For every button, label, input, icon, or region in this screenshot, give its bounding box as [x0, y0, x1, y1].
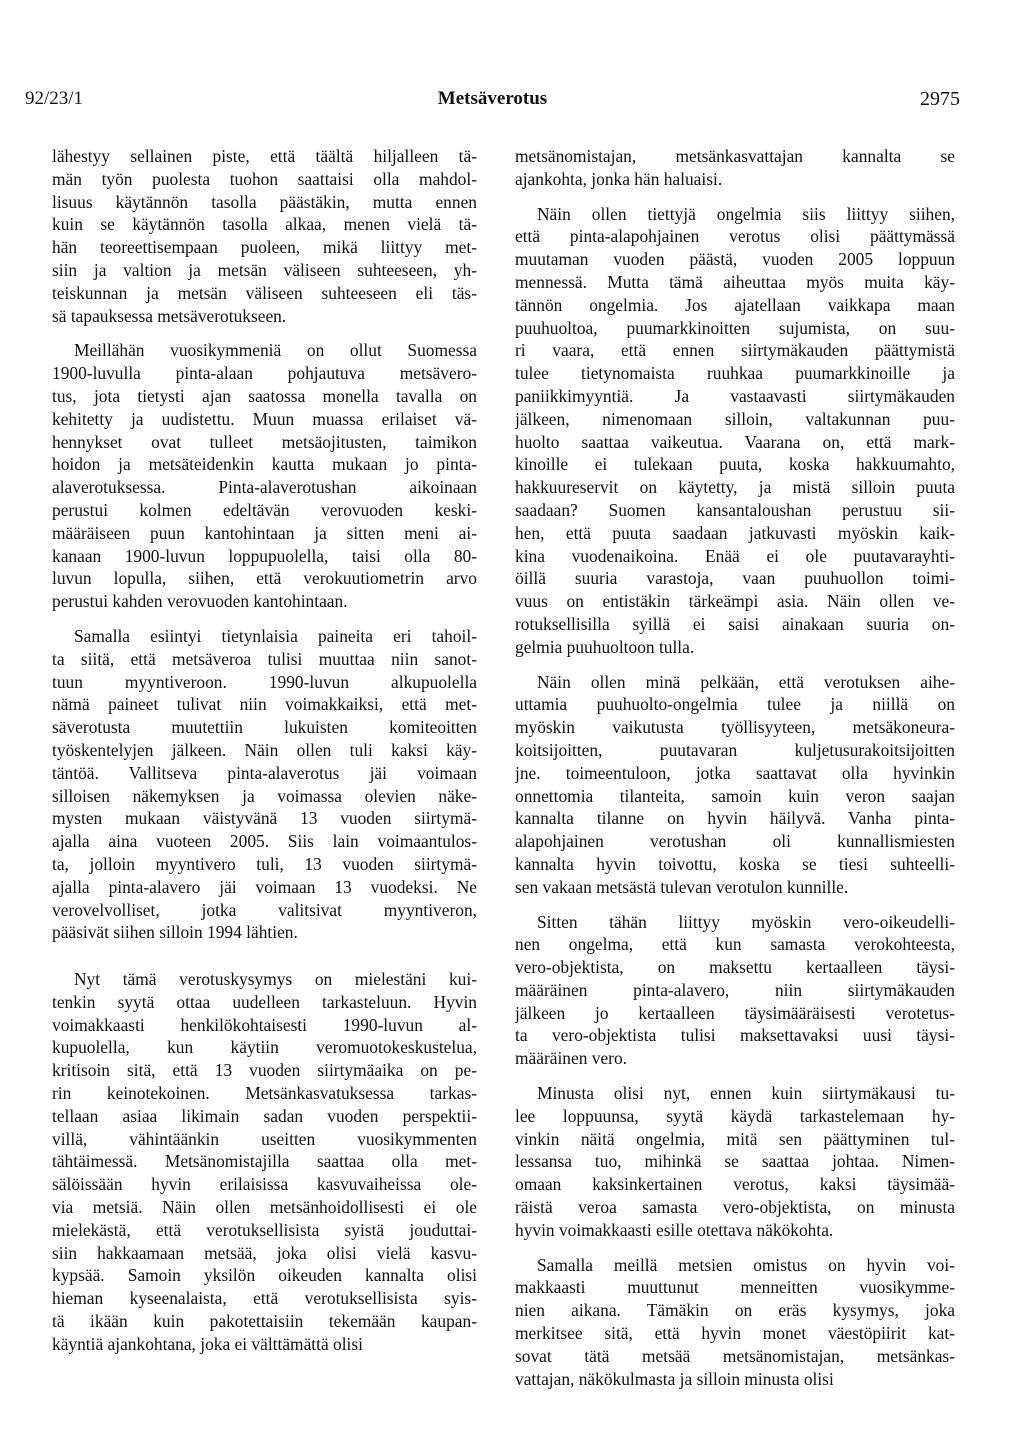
- running-title: Metsäverotus: [437, 88, 548, 109]
- text-line: kinoille ei tulekaan puuta, koska hakkuumahto,: [515, 454, 955, 475]
- text-line: sovat tätä metsää metsänomistajan, metsänkas-: [515, 1345, 955, 1366]
- text-line: hoidon ja metsäteidenkin kautta mukaan jo pinta-: [52, 454, 477, 475]
- page-header: [25, 88, 960, 116]
- left-column: [52, 145, 477, 1356]
- text-line: jälkeen, nimenomaan silloin, valtakunnan puu-: [515, 408, 955, 429]
- text-line: saadaan? Suomen kansantaloushan perustuu sii-: [515, 499, 955, 520]
- paragraph: [515, 1082, 955, 1242]
- text-line: tenkin syytä ottaa uudelleen tarkasteluun. Hyvin: [52, 991, 477, 1012]
- text-line: mielekästä, että verotuksellisista syistä jouduttai-: [52, 1219, 477, 1240]
- text-line: jne. toimeentuloon, jotka saattavat olla hyvinkin: [515, 762, 955, 783]
- text-line: sälöissään hyvin erilaisissa kasvuvaiheissa ole-: [52, 1174, 477, 1195]
- text-line: kritisoin sitä, että 13 vuoden siirtymäaika on pe-: [52, 1060, 477, 1081]
- text-line: omaan kaksinkertainen verotus, kaksi täysimää-: [515, 1174, 955, 1195]
- text-line: tännön ongelmia. Jos ajatellaan vaikkapa maan: [515, 294, 955, 315]
- text-line: mennessä. Mutta tämä aiheuttaa myös muita käy-: [515, 271, 955, 292]
- text-line: jälkeen jo kertaalleen täysimääräisesti verotetus-: [515, 1002, 955, 1023]
- paragraph: [515, 1254, 955, 1391]
- text-line: käyntiä ajankohtana, joka ei välttämättä olisi: [52, 1333, 363, 1354]
- text-line: säverotusta muutettiin lukuisten komiteoitten: [52, 717, 477, 738]
- text-line: muutaman vuoden päästä, vuoden 2005 loppuun: [515, 249, 955, 270]
- paragraph: [52, 339, 477, 613]
- text-line: Minusta olisi nyt, ennen kuin siirtymäkausi tu-: [537, 1083, 955, 1104]
- right-column: [515, 145, 955, 1390]
- paragraph: [515, 911, 955, 1071]
- text-line: tulee tietynomaista ruuhkaa puumarkkinoille ja: [515, 363, 955, 384]
- paragraph: [52, 968, 477, 1356]
- text-line: voimakkaasti henkilökohtaisesti 1990-luvun al-: [52, 1014, 477, 1035]
- text-line: onnettomia tilanteita, samoin kuin veron saajan: [515, 785, 955, 806]
- text-line: ajalla aina vuoteen 2005. Siis lain voimaantulos-: [52, 831, 477, 852]
- document-reference: 92/23/1: [25, 88, 84, 109]
- text-line: nien aikana. Tämäkin on eräs kysymys, joka: [515, 1300, 955, 1321]
- text-line: 1900-luvulla pinta-alaan pohjautuva metsävero-: [52, 363, 477, 384]
- text-line: että pinta-alapohjainen verotus olisi päättymässä: [515, 226, 955, 247]
- text-line: vero-objektista, on maksettu kertaalleen täysi-: [515, 957, 955, 978]
- text-line: kannalta tilanne on hyvin häilyvä. Vanha pinta-: [515, 808, 955, 829]
- paragraph: [52, 145, 477, 327]
- text-line: sä tapauksessa metsäverotukseen.: [52, 305, 287, 326]
- text-line: lessansa tuo, mihinkä se saattaa johtaa. Nimen-: [515, 1151, 955, 1172]
- text-line: täntöä. Vallitseva pinta-alaverotus jäi voimaan: [52, 762, 477, 783]
- text-line: lähestyy sellainen piste, että täältä hiljalleen tä-: [52, 146, 477, 166]
- text-line: silloisen näkemyksen ja voimassa olevien näke-: [52, 785, 477, 806]
- text-line: ajankohta, jonka hän haluaisi.: [515, 168, 723, 189]
- text-line: Meillähän vuosikymmeniä on ollut Suomessa: [74, 340, 477, 361]
- text-line: via metsiä. Näin ollen metsänhoidollisesti ei ole: [52, 1197, 477, 1218]
- text-line: gelmia puuhuoltoon tulla.: [515, 636, 695, 657]
- text-line: lee loppuunsa, syytä käydä tarkastelemaan hy-: [515, 1105, 955, 1126]
- text-line: tus, jota tietysti ajan saatossa monella tavalla on: [52, 385, 477, 406]
- text-line: teiskunnan ja metsän väliseen suhteeseen eli täs-: [52, 282, 477, 303]
- text-line: määräiseen puun kantohintaan ja sitten meni ai-: [52, 522, 477, 543]
- text-line: tä ikään kuin pakotettaisiin tekemään kaupan-: [52, 1311, 477, 1332]
- text-line: vuus on entistäkin tärkeämpi asia. Näin ollen ve-: [515, 591, 955, 612]
- text-line: öillä suuria varastoja, vaan puuhuollon toimi-: [515, 568, 955, 589]
- text-line: koitsijoitten, puutavaran kuljetusurakoitsijoitten: [515, 739, 955, 760]
- text-line: rin keinotekoinen. Metsänkasvatuksessa tarkas-: [52, 1083, 477, 1104]
- text-line: Näin ollen tiettyjä ongelmia siis liittyy siihen,: [537, 203, 955, 224]
- text-line: hakkuureservit on käytetty, ja mistä silloin puuta: [515, 477, 955, 498]
- text-line: nen ongelma, että kun samasta verokohteesta,: [515, 934, 955, 955]
- text-line: lisuus käytännön tasolla päästäkin, mutta ennen: [52, 191, 477, 212]
- text-line: alapohjainen verotushan oli kunnallismiesten: [515, 831, 955, 852]
- text-line: kina vuodenaikoina. Enää ei ole puutavarayhti-: [515, 545, 955, 566]
- text-line: työskentelyjen jälkeen. Näin ollen tuli kaksi käy-: [52, 739, 477, 760]
- text-line: siin ja valtion ja metsän väliseen suhteeseen, yh-: [52, 259, 477, 280]
- paragraph: [515, 145, 955, 191]
- text-line: perustui kolmen edeltävän verovuoden keski-: [52, 499, 477, 520]
- text-line: merkitsee sitä, että hyvin monet väestöpiirit kat-: [515, 1323, 955, 1344]
- text-line: paniikkimyyntiä. Ja vastaavasti siirtymäkauden: [515, 385, 955, 406]
- text-line: ri vaara, että ennen siirtymäkauden päättymistä: [515, 340, 955, 361]
- text-line: Samalla meillä metsien omistus on hyvin voi-: [537, 1254, 955, 1275]
- text-line: kypsää. Samoin yksilön oikeuden kannalta olisi: [52, 1265, 477, 1286]
- text-line: pääsivät siihen silloin 1994 lähtien.: [52, 922, 298, 943]
- text-line: Sitten tähän liittyy myöskin vero-oikeudelli-: [537, 911, 955, 932]
- text-line: mysten mukaan väistyvänä 13 vuoden siirtymä-: [52, 808, 477, 829]
- text-line: hieman kyseenalaista, että verotuksellisista syis-: [52, 1288, 477, 1309]
- text-line: tellaan asiaa likimain sadan vuoden perspektii-: [52, 1105, 477, 1126]
- text-line: verovelvolliset, jotka valitsivat myyntiveron,: [52, 899, 477, 920]
- text-line: myöskin vaikutusta työllisyyteen, metsäkoneura-: [515, 717, 955, 738]
- text-line: vinkin näitä ongelmia, mitä sen päättyminen tul-: [515, 1128, 955, 1149]
- paragraph: [515, 203, 955, 659]
- text-line: hyvin voimakkaasti esille otettava näkökohta.: [515, 1219, 834, 1240]
- text-line: tuun myyntiveroon. 1990-luvun alkupuolella: [52, 671, 477, 692]
- text-line: ta vero-objektista tulisi maksettavaksi uusi täysi-: [515, 1025, 955, 1046]
- text-line: villä, vähintäänkin useitten vuosikymmenten: [52, 1128, 477, 1149]
- text-line: kupuolella, kun käytiin veromuotokeskustelua,: [52, 1037, 477, 1058]
- text-line: metsänomistajan, metsänkasvattajan kannalta se: [515, 146, 955, 166]
- text-line: kannalta hyvin toivottu, koska se tiesi suhteelli-: [515, 853, 955, 874]
- text-line: ta, jolloin myyntivero tuli, 13 vuoden siirtymä-: [52, 853, 477, 874]
- text-line: kanaan 1900-luvun loppupuolella, taisi olla 80-: [52, 545, 477, 566]
- text-line: alaverotuksessa. Pinta-alaverotushan aikoinaan: [52, 477, 477, 498]
- text-line: hennykset ovat tulleet metsäojitusten, taimikon: [52, 431, 477, 452]
- text-line: huolto saattaa vaikeutua. Vaarana on, että mark-: [515, 431, 955, 452]
- text-line: män työn puolesta tuohon saattaisi olla mahdol-: [52, 168, 477, 189]
- text-line: sen vakaan metsästä tulevan verotulon kunnille.: [515, 876, 849, 897]
- text-line: siin hakkaamaan metsää, joka olisi vielä kasvu-: [52, 1242, 477, 1263]
- text-line: tähtäimessä. Metsänomistajilla saattaa olla met-: [52, 1151, 477, 1172]
- text-line: rotuksellisilla syillä ei saisi ainakaan suuria on-: [515, 613, 955, 634]
- text-line: vattajan, näkökulmasta ja silloin minusta olisi: [515, 1368, 834, 1389]
- page-number: 2975: [920, 88, 960, 110]
- text-line: kehitetty ja uudistettu. Muun muassa erilaiset vä-: [52, 408, 477, 429]
- text-line: hen, että puuta saadaan jatkuvasti myöskin kaik-: [515, 522, 955, 543]
- text-line: Samalla esiintyi tietynlaisia paineita eri tahoil-: [74, 625, 477, 646]
- text-line: uttamia puuhuolto-ongelmia tulee ja niillä on: [515, 694, 955, 715]
- text-line: puuhuoltoa, puumarkkinoitten sujumista, on suu-: [515, 317, 955, 338]
- text-line: määräinen pinta-alavero, niin siirtymäkauden: [515, 979, 955, 1000]
- text-line: ta siitä, että metsäveroa tulisi muuttaa niin sanot-: [52, 648, 477, 669]
- text-line: räistä veroa samasta vero-objektista, on minusta: [515, 1197, 955, 1218]
- text-line: perustui kahden verovuoden kantohintaan.: [52, 591, 348, 612]
- text-line: Nyt tämä verotuskysymys on mielestäni kui-: [74, 969, 477, 990]
- text-line: nämä paineet tulivat niin voimakkaiksi, että met-: [52, 694, 477, 715]
- paragraph: [515, 671, 955, 899]
- text-line: määräinen vero.: [515, 1048, 628, 1069]
- text-line: ajalla pinta-alavero jäi voimaan 13 vuodeksi. Ne: [52, 876, 477, 897]
- text-line: hän teoreettisempaan puoleen, mikä liittyy met-: [52, 237, 477, 258]
- text-line: makkaasti muuttunut menneitten vuosikymme-: [515, 1277, 955, 1298]
- text-line: Näin ollen minä pelkään, että verotuksen aihe-: [537, 671, 955, 692]
- text-line: kuin se käytännön tasolla alkaa, menen vielä tä-: [52, 214, 477, 235]
- paragraph: [52, 625, 477, 944]
- text-line: luvun lopulla, siihen, että verokuutiometrin arvo: [52, 568, 477, 589]
